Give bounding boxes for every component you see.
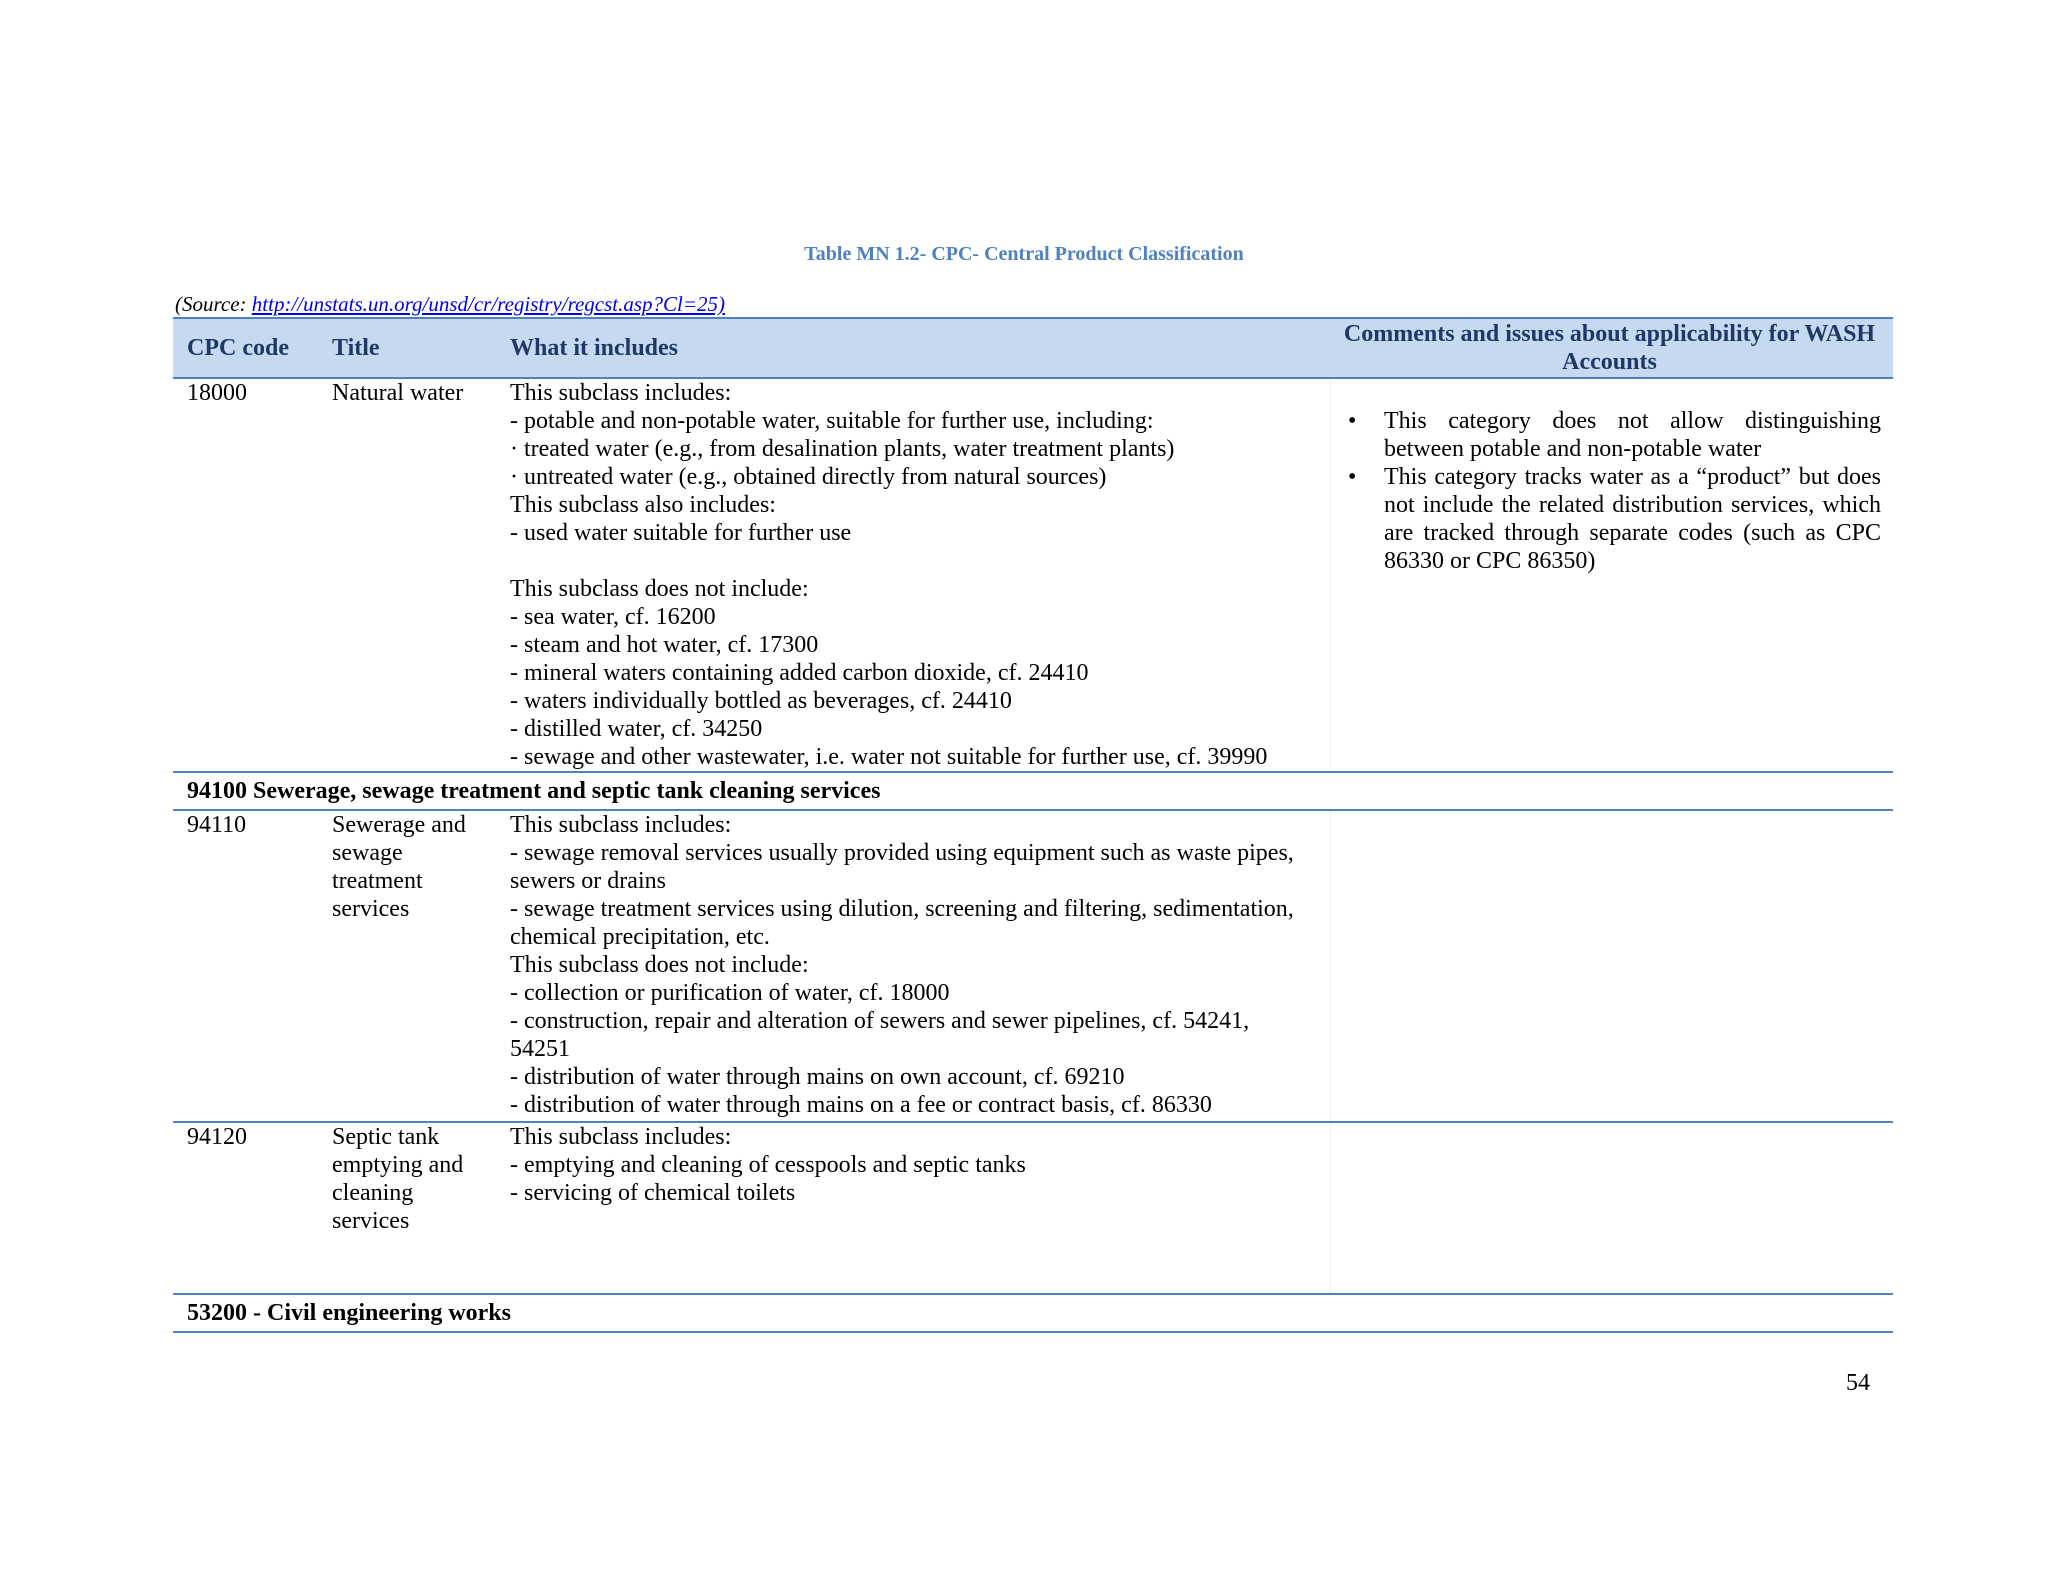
section-row-94100: 94100 Sewerage, sewage treatment and septic tank cleaning services	[173, 773, 1893, 811]
comment-item	[1339, 407, 1881, 463]
include-line: This subclass includes:	[510, 812, 732, 838]
table-row	[173, 379, 1893, 773]
cell-code: 94110	[187, 812, 247, 838]
include-line: - sewage removal services usually provided using equipment such as waste pipes, sewers or drains	[510, 840, 1294, 894]
comments-list	[1339, 407, 1881, 575]
include-line: - potable and non-potable water, suitable for further use, including:	[510, 408, 1154, 434]
exclude-line: This subclass does not include:	[510, 576, 809, 602]
source-note	[175, 292, 725, 317]
exclude-line: - steam and hot water, cf. 17300	[510, 632, 819, 658]
cpc-table	[173, 317, 1893, 1333]
cell-title: Sewerage and sewage treatment services	[332, 812, 466, 922]
exclude-line: - distribution of water through mains on a fee or contract basis, cf. 86330	[510, 1092, 1212, 1118]
source-prefix: (Source:	[175, 292, 252, 316]
cell-includes	[501, 379, 1330, 771]
header-what-it-includes: What it includes	[510, 335, 679, 361]
bullet-icon: •	[1348, 464, 1357, 490]
comment-item	[1339, 463, 1881, 575]
include-line: · treated water (e.g., from desalination plants, water treatment plants)	[510, 436, 1175, 462]
include-line: - emptying and cleaning of cesspools and septic tanks	[510, 1152, 1026, 1178]
table-row	[173, 1123, 1893, 1295]
cell-code: 94120	[187, 1124, 247, 1150]
include-line: This subclass also includes:	[510, 492, 776, 518]
cell-title: Septic tank emptying and cleaning services	[332, 1124, 464, 1234]
page-number: 54	[1846, 1370, 1870, 1396]
cell-comments	[1330, 379, 1893, 771]
cell-includes	[501, 811, 1330, 1121]
header-comments: Comments and issues about applicability for WASH Accounts	[1343, 321, 1876, 375]
cell-comments	[1330, 1123, 1893, 1293]
cell-includes	[501, 1123, 1330, 1293]
header-title: Title	[332, 335, 380, 361]
include-line: - used water suitable for further use	[510, 520, 852, 546]
include-line: This subclass includes:	[510, 1124, 732, 1150]
exclude-line: - distribution of water through mains on own account, cf. 69210	[510, 1064, 1125, 1090]
exclude-line: - collection or purification of water, cf. 18000	[510, 980, 950, 1006]
bullet-icon: •	[1348, 408, 1357, 434]
comment-text: This category tracks water as a “product” but does not include the related distribution services, which are tracked through separate codes (such as CPC 86330 or CPC 86350)	[1384, 464, 1881, 574]
exclude-line: - distilled water, cf. 34250	[510, 716, 763, 742]
exclude-line: This subclass does not include:	[510, 952, 809, 978]
source-link[interactable]: http://unstats.un.org/unsd/cr/registry/regcst.asp?Cl=25)	[251, 292, 726, 316]
table-title: Table MN 1.2- CPC- Central Product Classification	[804, 243, 1244, 265]
comment-text: This category does not allow distinguishing between potable and non-potable water	[1384, 408, 1881, 462]
header-cpc-code: CPC code	[187, 335, 289, 361]
exclude-line: - sea water, cf. 16200	[510, 604, 716, 630]
cell-title: Natural water	[332, 380, 464, 406]
include-line: This subclass includes:	[510, 380, 732, 406]
section-row-53200: 53200 - Civil engineering works	[173, 1295, 1893, 1333]
table-row	[173, 811, 1893, 1123]
table-header	[173, 317, 1893, 379]
cell-comments	[1330, 811, 1893, 1121]
include-line: · untreated water (e.g., obtained directly from natural sources)	[510, 464, 1107, 490]
exclude-line: - mineral waters containing added carbon dioxide, cf. 24410	[510, 660, 1089, 686]
exclude-line: - construction, repair and alteration of sewers and sewer pipelines, cf. 54241, 54251	[510, 1008, 1250, 1062]
exclude-line: - sewage and other wastewater, i.e. water not suitable for further use, cf. 39990	[510, 744, 1268, 770]
include-line: - servicing of chemical toilets	[510, 1180, 796, 1206]
cell-code: 18000	[187, 380, 247, 406]
include-line: - sewage treatment services using dilution, screening and filtering, sedimentation, chemical precipitation, etc.	[510, 896, 1294, 950]
exclude-line: - waters individually bottled as beverages, cf. 24410	[510, 688, 1012, 714]
spacer	[510, 547, 1330, 575]
